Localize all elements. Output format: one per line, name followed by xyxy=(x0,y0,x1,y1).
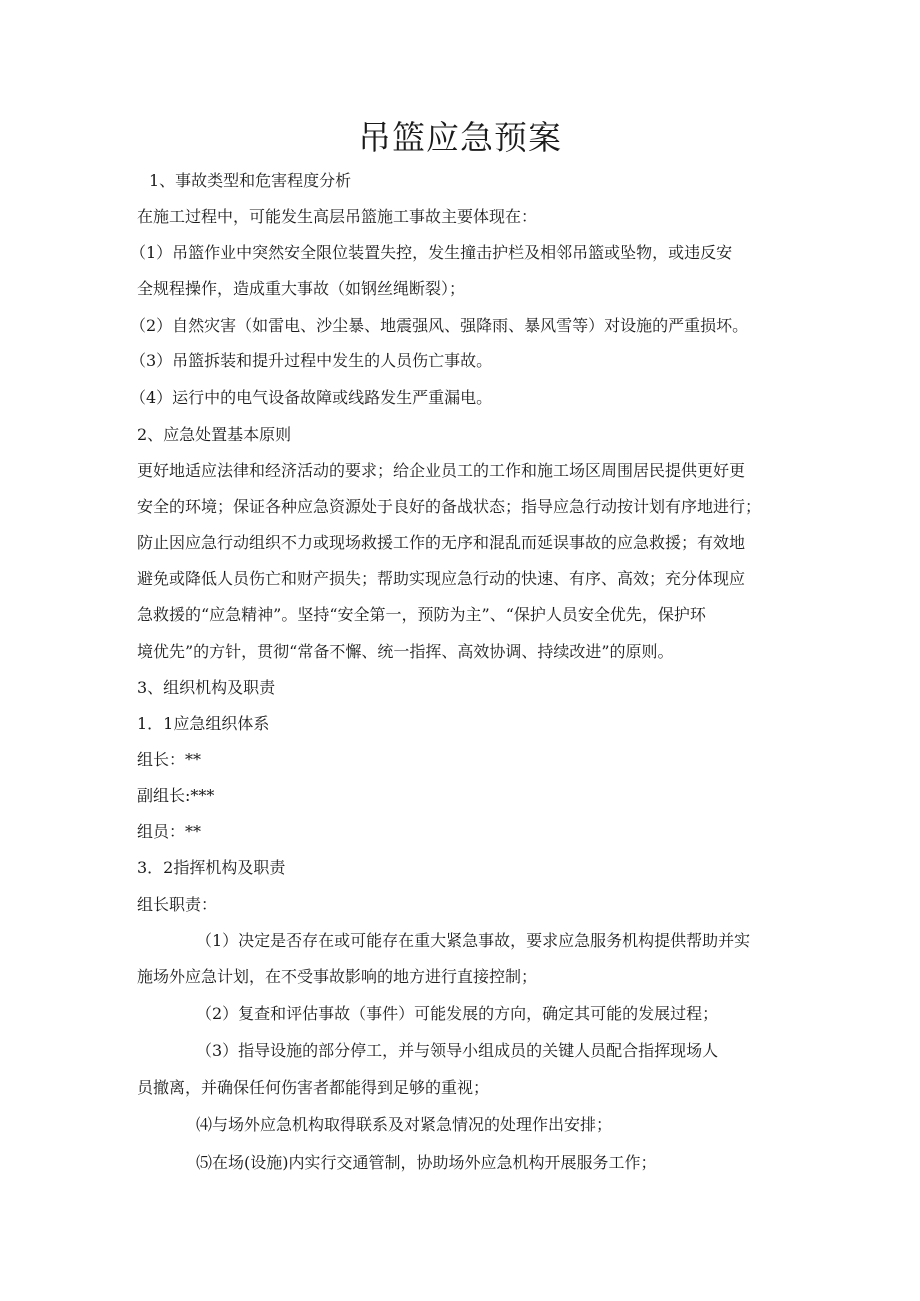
paragraph-line: 防止因应急行动组织不力或现场救援工作的无序和混乱而延误事故的应急救援；有效地 xyxy=(137,533,746,552)
paragraph-line: 组员：** xyxy=(137,822,202,841)
section-heading: 2、应急处置基本原则 xyxy=(137,425,292,444)
section-heading: 3、组织机构及职责 xyxy=(137,678,276,697)
paragraph-line: 全规程操作，造成重大事故（如钢丝绳断裂）； xyxy=(137,279,466,298)
paragraph-line: 员撤离，并确保任何伤害者都能得到足够的重视； xyxy=(137,1078,490,1097)
paragraph-line: 急救援的“应急精神”。坚持“安全第一，预防为主”、“保护人员安全优先，保护环 xyxy=(137,605,706,624)
paragraph-line: （3）指导设施的部分停工，并与领导小组成员的关键人员配合指挥现场人 xyxy=(196,1041,719,1060)
paragraph-line: （3）吊篮拆装和提升过程中发生的人员伤亡事故。 xyxy=(130,351,493,370)
paragraph-line: ⑷与场外应急机构取得联系及对紧急情况的处理作出安排； xyxy=(196,1115,613,1134)
paragraph-line: 在施工过程中，可能发生高层吊篮施工事故主要体现在： xyxy=(137,207,538,226)
subsection-heading: 3．2指挥机构及职责 xyxy=(137,858,286,877)
paragraph-line: 境优先”的方针，贯彻“常备不懈、统一指挥、高效协调、持续改进”的原则。 xyxy=(137,642,674,661)
paragraph-line: （4）运行中的电气设备故障或线路发生严重漏电。 xyxy=(130,388,493,407)
document-title: 吊篮应急预案 xyxy=(358,118,562,157)
paragraph-line: （1）吊篮作业中突然安全限位装置失控，发生撞击护栏及相邻吊篮或坠物，或违反安 xyxy=(130,243,733,262)
paragraph-line: 组长职责： xyxy=(137,895,218,914)
paragraph-line: 施场外应急计划，在不受事故影响的地方进行直接控制； xyxy=(137,967,538,986)
paragraph-line: （2）自然灾害（如雷电、沙尘暴、地震强风、强降雨、暴风雪等）对设施的严重损坏。 xyxy=(130,316,749,335)
section-heading: 1、事故类型和危害程度分析 xyxy=(149,171,352,190)
paragraph-line: 副组长:*** xyxy=(137,786,215,805)
paragraph-line: 避免或降低人员伤亡和财产损失；帮助实现应急行动的快速、有序、高效；充分体现应 xyxy=(137,569,746,588)
paragraph-line: 更好地适应法律和经济活动的要求；给企业员工的工作和施工场区周围居民提供更好更 xyxy=(137,461,746,480)
paragraph-line: （1）决定是否存在或可能存在重大紧急事故，要求应急服务机构提供帮助并实 xyxy=(196,931,751,950)
paragraph-line: 安全的环境；保证各种应急资源处于良好的备战状态；指导应急行动按计划有序地进行； xyxy=(137,497,762,516)
paragraph-line: （2）复查和评估事故（事件）可能发展的方向，确定其可能的发展过程； xyxy=(196,1004,719,1023)
subsection-heading: 1．1应急组织体系 xyxy=(137,714,270,733)
paragraph-line: 组长：** xyxy=(137,750,202,769)
paragraph-line: ⑸在场(设施)内实行交通管制，协助场外应急机构开展服务工作； xyxy=(196,1153,657,1172)
